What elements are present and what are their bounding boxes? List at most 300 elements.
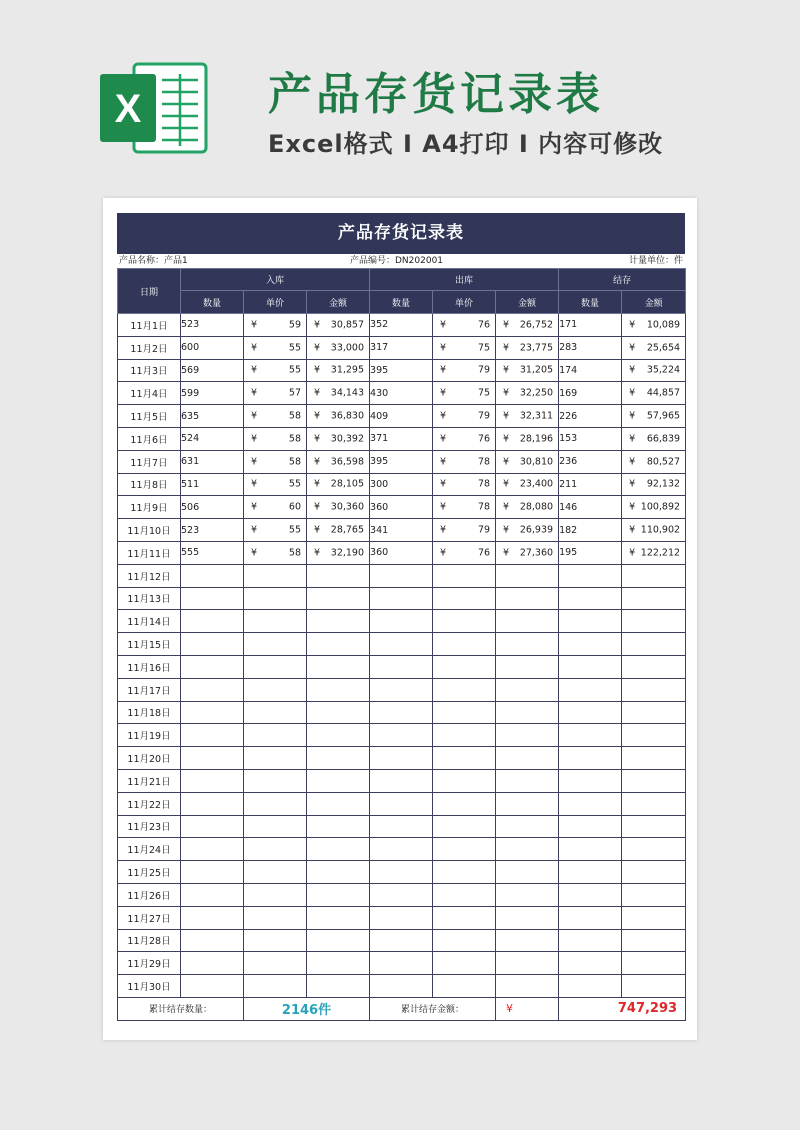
- in-amount-cell[interactable]: [307, 906, 370, 929]
- date-cell[interactable]: 11月9日: [118, 496, 181, 519]
- out-amount-cell[interactable]: [496, 473, 559, 496]
- in-qty-cell[interactable]: [181, 564, 244, 587]
- in-price-cell[interactable]: [244, 519, 307, 542]
- stock-qty-cell[interactable]: 236: [559, 450, 622, 473]
- in-amount-cell[interactable]: [307, 678, 370, 701]
- out-price-cell[interactable]: [433, 359, 496, 382]
- in-price-cell[interactable]: [244, 883, 307, 906]
- in-price-cell-value: 60: [288, 501, 301, 513]
- out-price-cell[interactable]: [433, 655, 496, 678]
- in-price-cell-value: 59: [288, 319, 301, 331]
- out-amount-cell[interactable]: [496, 405, 559, 428]
- in-price-cell[interactable]: [244, 655, 307, 678]
- stock-qty-cell[interactable]: 283: [559, 336, 622, 359]
- stock-amount-cell[interactable]: [622, 883, 686, 906]
- in-price-cell[interactable]: [244, 382, 307, 405]
- in-amount-cell[interactable]: [307, 473, 370, 496]
- out-price-cell[interactable]: [433, 519, 496, 542]
- out-qty-cell[interactable]: [370, 815, 433, 838]
- stock-qty-cell[interactable]: 174: [559, 359, 622, 382]
- in-price-cell[interactable]: [244, 359, 307, 382]
- in-amount-cell[interactable]: [307, 633, 370, 656]
- in-qty-cell[interactable]: 523: [181, 314, 244, 337]
- out-qty-cell[interactable]: [370, 633, 433, 656]
- date-cell[interactable]: 11月14日: [118, 610, 181, 633]
- stock-qty-cell[interactable]: 195: [559, 541, 622, 564]
- currency-symbol: ¥: [314, 319, 321, 331]
- stock-amount-cell[interactable]: [622, 610, 686, 633]
- stock-qty-cell[interactable]: 171: [559, 314, 622, 337]
- out-amount-cell[interactable]: [496, 564, 559, 587]
- in-qty-cell[interactable]: 635: [181, 405, 244, 428]
- table-row: [118, 587, 686, 610]
- out-amount-cell[interactable]: [496, 427, 559, 450]
- header-date: 日期: [118, 269, 181, 314]
- date-cell[interactable]: 11月24日: [118, 838, 181, 861]
- out-price-cell[interactable]: [433, 769, 496, 792]
- stock-qty-cell[interactable]: 169: [559, 382, 622, 405]
- stock-qty-cell[interactable]: [559, 701, 622, 724]
- out-price-cell[interactable]: [433, 541, 496, 564]
- currency-symbol: ¥: [251, 524, 258, 536]
- out-amount-cell[interactable]: [496, 450, 559, 473]
- stock-qty-cell[interactable]: [559, 952, 622, 975]
- out-price-cell[interactable]: [433, 747, 496, 770]
- date-cell[interactable]: 11月18日: [118, 701, 181, 724]
- stock-amount-cell[interactable]: [622, 975, 686, 998]
- stock-amount-cell[interactable]: [622, 314, 686, 337]
- in-price-cell[interactable]: [244, 496, 307, 519]
- out-amount-cell[interactable]: [496, 678, 559, 701]
- out-price-cell[interactable]: [433, 906, 496, 929]
- out-qty-cell[interactable]: [370, 747, 433, 770]
- in-amount-cell[interactable]: [307, 747, 370, 770]
- stock-amount-cell[interactable]: [622, 724, 686, 747]
- in-amount-cell[interactable]: [307, 952, 370, 975]
- in-price-cell[interactable]: [244, 724, 307, 747]
- in-qty-cell[interactable]: 569: [181, 359, 244, 382]
- totals-row: [118, 997, 686, 1020]
- stock-amount-cell[interactable]: [622, 929, 686, 952]
- stock-qty-cell[interactable]: [559, 587, 622, 610]
- in-price-cell[interactable]: [244, 906, 307, 929]
- in-qty-cell[interactable]: [181, 838, 244, 861]
- out-price-cell[interactable]: [433, 838, 496, 861]
- stock-amount-cell[interactable]: [622, 633, 686, 656]
- currency-symbol: ¥: [251, 456, 258, 468]
- in-amount-cell[interactable]: [307, 450, 370, 473]
- in-amount-cell[interactable]: [307, 724, 370, 747]
- in-price-cell[interactable]: [244, 405, 307, 428]
- out-price-cell[interactable]: [433, 610, 496, 633]
- in-amount-cell[interactable]: [307, 838, 370, 861]
- stock-qty-cell[interactable]: [559, 678, 622, 701]
- stock-amount-cell[interactable]: [622, 427, 686, 450]
- out-price-cell[interactable]: [433, 701, 496, 724]
- stock-amount-cell[interactable]: [622, 450, 686, 473]
- out-amount-cell[interactable]: [496, 610, 559, 633]
- out-price-cell[interactable]: [433, 975, 496, 998]
- out-qty-cell[interactable]: [370, 883, 433, 906]
- in-amount-cell[interactable]: [307, 861, 370, 884]
- out-amount-cell[interactable]: [496, 861, 559, 884]
- stock-qty-cell[interactable]: [559, 929, 622, 952]
- stock-amount-cell[interactable]: [622, 496, 686, 519]
- out-amount-cell[interactable]: [496, 838, 559, 861]
- table-row: [118, 427, 686, 450]
- out-qty-cell[interactable]: 409: [370, 405, 433, 428]
- out-amount-cell[interactable]: [496, 359, 559, 382]
- stock-qty-cell[interactable]: [559, 564, 622, 587]
- in-price-cell[interactable]: [244, 952, 307, 975]
- out-price-cell[interactable]: [433, 473, 496, 496]
- out-amount-cell[interactable]: [496, 929, 559, 952]
- out-qty-cell[interactable]: 395: [370, 450, 433, 473]
- out-price-cell[interactable]: [433, 336, 496, 359]
- date-cell[interactable]: 11月1日: [118, 314, 181, 337]
- in-amount-cell[interactable]: [307, 564, 370, 587]
- out-qty-cell[interactable]: [370, 587, 433, 610]
- out-amount-cell[interactable]: [496, 747, 559, 770]
- in-price-cell[interactable]: [244, 929, 307, 952]
- in-amount-cell[interactable]: [307, 929, 370, 952]
- in-amount-cell[interactable]: [307, 587, 370, 610]
- stock-amount-cell[interactable]: [622, 792, 686, 815]
- stock-amount-cell[interactable]: [622, 815, 686, 838]
- out-amount-cell[interactable]: [496, 336, 559, 359]
- out-qty-cell[interactable]: [370, 861, 433, 884]
- out-qty-cell[interactable]: 360: [370, 541, 433, 564]
- out-price-cell[interactable]: [433, 314, 496, 337]
- in-amount-cell[interactable]: [307, 541, 370, 564]
- out-qty-cell[interactable]: 300: [370, 473, 433, 496]
- date-cell[interactable]: 11月13日: [118, 587, 181, 610]
- in-price-cell[interactable]: [244, 314, 307, 337]
- out-amount-cell[interactable]: [496, 815, 559, 838]
- in-price-cell[interactable]: [244, 610, 307, 633]
- total-qty-value: 2146件: [244, 997, 370, 1020]
- stock-qty-cell[interactable]: 211: [559, 473, 622, 496]
- out-price-cell-value: 79: [477, 524, 491, 536]
- in-qty-cell[interactable]: [181, 883, 244, 906]
- in-price-cell[interactable]: [244, 450, 307, 473]
- table-row: [118, 450, 686, 473]
- stock-qty-cell[interactable]: [559, 975, 622, 998]
- date-cell[interactable]: 11月12日: [118, 564, 181, 587]
- stock-qty-cell[interactable]: [559, 724, 622, 747]
- out-amount-cell-value: 32,311: [519, 410, 554, 422]
- in-amount-cell[interactable]: [307, 792, 370, 815]
- stock-amount-cell-value: 80,527: [646, 456, 681, 468]
- in-amount-cell[interactable]: [307, 519, 370, 542]
- stock-qty-cell[interactable]: [559, 838, 622, 861]
- in-amount-cell[interactable]: [307, 382, 370, 405]
- date-cell[interactable]: 11月6日: [118, 427, 181, 450]
- out-amount-cell[interactable]: [496, 496, 559, 519]
- in-amount-cell[interactable]: [307, 336, 370, 359]
- out-amount-cell[interactable]: [496, 769, 559, 792]
- in-price-cell[interactable]: [244, 792, 307, 815]
- date-cell[interactable]: 11月5日: [118, 405, 181, 428]
- in-qty-cell[interactable]: 599: [181, 382, 244, 405]
- date-cell[interactable]: 11月21日: [118, 769, 181, 792]
- in-price-cell[interactable]: [244, 747, 307, 770]
- currency-symbol: ¥: [251, 319, 258, 331]
- in-amount-cell[interactable]: [307, 975, 370, 998]
- in-price-cell[interactable]: [244, 678, 307, 701]
- out-qty-cell[interactable]: [370, 564, 433, 587]
- in-amount-cell[interactable]: [307, 701, 370, 724]
- out-amount-cell[interactable]: [496, 883, 559, 906]
- in-qty-cell[interactable]: [181, 633, 244, 656]
- out-amount-cell[interactable]: [496, 587, 559, 610]
- in-amount-cell[interactable]: [307, 655, 370, 678]
- out-qty-cell[interactable]: [370, 952, 433, 975]
- in-qty-cell[interactable]: 631: [181, 450, 244, 473]
- out-price-cell[interactable]: [433, 405, 496, 428]
- stock-amount-cell[interactable]: [622, 382, 686, 405]
- out-amount-cell[interactable]: [496, 519, 559, 542]
- stock-amount-cell[interactable]: [622, 838, 686, 861]
- in-price-cell[interactable]: [244, 838, 307, 861]
- in-amount-cell[interactable]: [307, 496, 370, 519]
- date-cell[interactable]: 11月25日: [118, 861, 181, 884]
- stock-qty-cell[interactable]: [559, 655, 622, 678]
- stock-amount-cell[interactable]: [622, 747, 686, 770]
- in-qty-cell[interactable]: [181, 815, 244, 838]
- out-qty-cell[interactable]: 360: [370, 496, 433, 519]
- in-qty-cell[interactable]: [181, 747, 244, 770]
- out-amount-cell[interactable]: [496, 541, 559, 564]
- in-qty-cell[interactable]: [181, 861, 244, 884]
- in-qty-cell[interactable]: 555: [181, 541, 244, 564]
- stock-amount-cell[interactable]: [622, 587, 686, 610]
- in-amount-cell[interactable]: [307, 610, 370, 633]
- date-cell[interactable]: 11月17日: [118, 678, 181, 701]
- out-qty-cell[interactable]: 395: [370, 359, 433, 382]
- in-qty-cell[interactable]: [181, 724, 244, 747]
- out-price-cell[interactable]: [433, 427, 496, 450]
- in-qty-cell[interactable]: [181, 929, 244, 952]
- currency-symbol: ¥: [503, 319, 510, 331]
- out-amount-cell[interactable]: [496, 701, 559, 724]
- in-qty-cell[interactable]: [181, 975, 244, 998]
- date-cell[interactable]: 11月23日: [118, 815, 181, 838]
- in-amount-cell[interactable]: [307, 815, 370, 838]
- stock-qty-cell[interactable]: [559, 633, 622, 656]
- stock-amount-cell[interactable]: [622, 519, 686, 542]
- date-cell[interactable]: 11月16日: [118, 655, 181, 678]
- in-qty-cell[interactable]: 523: [181, 519, 244, 542]
- date-cell[interactable]: 11月4日: [118, 382, 181, 405]
- stock-qty-cell[interactable]: [559, 883, 622, 906]
- stock-amount-cell[interactable]: [622, 952, 686, 975]
- out-qty-cell[interactable]: 371: [370, 427, 433, 450]
- out-price-cell[interactable]: [433, 815, 496, 838]
- stock-qty-cell[interactable]: [559, 861, 622, 884]
- out-amount-cell[interactable]: [496, 952, 559, 975]
- stock-amount-cell[interactable]: [622, 655, 686, 678]
- stock-amount-cell[interactable]: [622, 564, 686, 587]
- out-amount-cell[interactable]: [496, 655, 559, 678]
- table-row: [118, 838, 686, 861]
- out-amount-cell[interactable]: [496, 724, 559, 747]
- in-price-cell[interactable]: [244, 769, 307, 792]
- in-qty-cell[interactable]: 506: [181, 496, 244, 519]
- out-amount-cell[interactable]: [496, 633, 559, 656]
- out-amount-cell[interactable]: [496, 792, 559, 815]
- stock-amount-cell[interactable]: [622, 336, 686, 359]
- out-amount-cell[interactable]: [496, 314, 559, 337]
- stock-amount-cell[interactable]: [622, 769, 686, 792]
- header-out-price: 单价: [433, 291, 496, 314]
- stock-qty-cell[interactable]: 182: [559, 519, 622, 542]
- in-amount-cell[interactable]: [307, 359, 370, 382]
- out-price-cell[interactable]: [433, 724, 496, 747]
- in-qty-cell[interactable]: [181, 587, 244, 610]
- out-qty-cell[interactable]: [370, 701, 433, 724]
- stock-amount-cell[interactable]: [622, 701, 686, 724]
- stock-amount-cell[interactable]: [622, 405, 686, 428]
- date-cell[interactable]: 11月30日: [118, 975, 181, 998]
- out-price-cell-value: 79: [477, 364, 491, 376]
- stock-qty-cell[interactable]: 153: [559, 427, 622, 450]
- stock-amount-cell[interactable]: [622, 473, 686, 496]
- stock-qty-cell[interactable]: [559, 792, 622, 815]
- out-qty-cell[interactable]: 341: [370, 519, 433, 542]
- out-price-cell[interactable]: [433, 952, 496, 975]
- out-price-cell[interactable]: [433, 929, 496, 952]
- out-qty-cell[interactable]: [370, 929, 433, 952]
- out-price-cell[interactable]: [433, 633, 496, 656]
- out-qty-cell[interactable]: [370, 655, 433, 678]
- date-cell[interactable]: 11月10日: [118, 519, 181, 542]
- stock-qty-cell[interactable]: [559, 906, 622, 929]
- currency-symbol: ¥: [503, 524, 510, 536]
- date-cell[interactable]: 11月29日: [118, 952, 181, 975]
- in-qty-cell[interactable]: [181, 678, 244, 701]
- in-price-cell[interactable]: [244, 975, 307, 998]
- stock-qty-cell[interactable]: [559, 610, 622, 633]
- in-amount-cell[interactable]: [307, 769, 370, 792]
- date-cell[interactable]: 11月22日: [118, 792, 181, 815]
- stock-amount-cell[interactable]: [622, 906, 686, 929]
- date-cell[interactable]: 11月26日: [118, 883, 181, 906]
- stock-amount-cell-value: 10,089: [646, 319, 681, 331]
- in-price-cell[interactable]: [244, 541, 307, 564]
- out-qty-cell[interactable]: [370, 678, 433, 701]
- out-qty-cell[interactable]: [370, 724, 433, 747]
- stock-amount-cell[interactable]: [622, 861, 686, 884]
- stock-amount-cell[interactable]: [622, 541, 686, 564]
- date-cell[interactable]: 11月2日: [118, 336, 181, 359]
- out-qty-cell[interactable]: [370, 906, 433, 929]
- in-qty-cell[interactable]: [181, 906, 244, 929]
- out-qty-cell[interactable]: [370, 792, 433, 815]
- out-qty-cell[interactable]: [370, 610, 433, 633]
- date-cell[interactable]: 11月8日: [118, 473, 181, 496]
- stock-amount-cell[interactable]: [622, 678, 686, 701]
- in-qty-cell[interactable]: 511: [181, 473, 244, 496]
- stock-qty-cell[interactable]: 226: [559, 405, 622, 428]
- in-qty-cell[interactable]: [181, 952, 244, 975]
- in-price-cell[interactable]: [244, 815, 307, 838]
- in-price-cell[interactable]: [244, 633, 307, 656]
- in-price-cell-value: 55: [288, 364, 301, 376]
- date-cell[interactable]: 11月28日: [118, 929, 181, 952]
- out-amount-cell[interactable]: [496, 382, 559, 405]
- out-qty-cell[interactable]: [370, 838, 433, 861]
- in-amount-cell[interactable]: [307, 427, 370, 450]
- in-price-cell[interactable]: [244, 336, 307, 359]
- out-price-cell[interactable]: [433, 564, 496, 587]
- out-qty-cell[interactable]: 430: [370, 382, 433, 405]
- table-row: [118, 792, 686, 815]
- out-amount-cell[interactable]: [496, 906, 559, 929]
- out-price-cell[interactable]: [433, 883, 496, 906]
- in-qty-cell[interactable]: [181, 769, 244, 792]
- unit-label: 计量单位：件: [628, 256, 683, 266]
- in-qty-cell[interactable]: [181, 701, 244, 724]
- in-amount-cell[interactable]: [307, 314, 370, 337]
- out-amount-cell[interactable]: [496, 975, 559, 998]
- in-qty-cell[interactable]: [181, 655, 244, 678]
- date-cell[interactable]: 11月19日: [118, 724, 181, 747]
- out-qty-cell[interactable]: [370, 975, 433, 998]
- out-qty-cell[interactable]: [370, 769, 433, 792]
- out-price-cell[interactable]: [433, 587, 496, 610]
- date-cell[interactable]: 11月20日: [118, 747, 181, 770]
- stock-qty-cell[interactable]: [559, 769, 622, 792]
- in-amount-cell[interactable]: [307, 883, 370, 906]
- stock-qty-cell[interactable]: [559, 815, 622, 838]
- date-cell[interactable]: 11月3日: [118, 359, 181, 382]
- in-price-cell[interactable]: [244, 564, 307, 587]
- currency-symbol: ¥: [314, 524, 321, 536]
- currency-symbol: ¥: [440, 410, 447, 422]
- stock-qty-cell[interactable]: [559, 747, 622, 770]
- in-qty-cell[interactable]: [181, 792, 244, 815]
- in-price-cell[interactable]: [244, 861, 307, 884]
- out-qty-cell[interactable]: 352: [370, 314, 433, 337]
- in-price-cell[interactable]: [244, 587, 307, 610]
- date-cell[interactable]: 11月27日: [118, 906, 181, 929]
- out-price-cell[interactable]: [433, 792, 496, 815]
- out-price-cell[interactable]: [433, 678, 496, 701]
- currency-symbol: ¥: [251, 364, 258, 376]
- in-qty-cell[interactable]: [181, 610, 244, 633]
- in-price-cell[interactable]: [244, 701, 307, 724]
- stock-amount-cell[interactable]: [622, 359, 686, 382]
- out-qty-cell[interactable]: 317: [370, 336, 433, 359]
- in-price-cell[interactable]: [244, 473, 307, 496]
- in-price-cell[interactable]: [244, 427, 307, 450]
- out-price-cell[interactable]: [433, 450, 496, 473]
- in-amount-cell-value: 30,857: [330, 319, 365, 331]
- date-cell[interactable]: 11月11日: [118, 541, 181, 564]
- date-cell[interactable]: 11月7日: [118, 450, 181, 473]
- date-cell[interactable]: 11月15日: [118, 633, 181, 656]
- out-price-cell[interactable]: [433, 496, 496, 519]
- out-price-cell[interactable]: [433, 382, 496, 405]
- in-qty-cell[interactable]: 600: [181, 336, 244, 359]
- stock-qty-cell[interactable]: 146: [559, 496, 622, 519]
- out-amount-cell-value: 26,939: [519, 524, 554, 536]
- inventory-table: [117, 268, 686, 1021]
- out-price-cell[interactable]: [433, 861, 496, 884]
- in-amount-cell[interactable]: [307, 405, 370, 428]
- in-qty-cell[interactable]: 524: [181, 427, 244, 450]
